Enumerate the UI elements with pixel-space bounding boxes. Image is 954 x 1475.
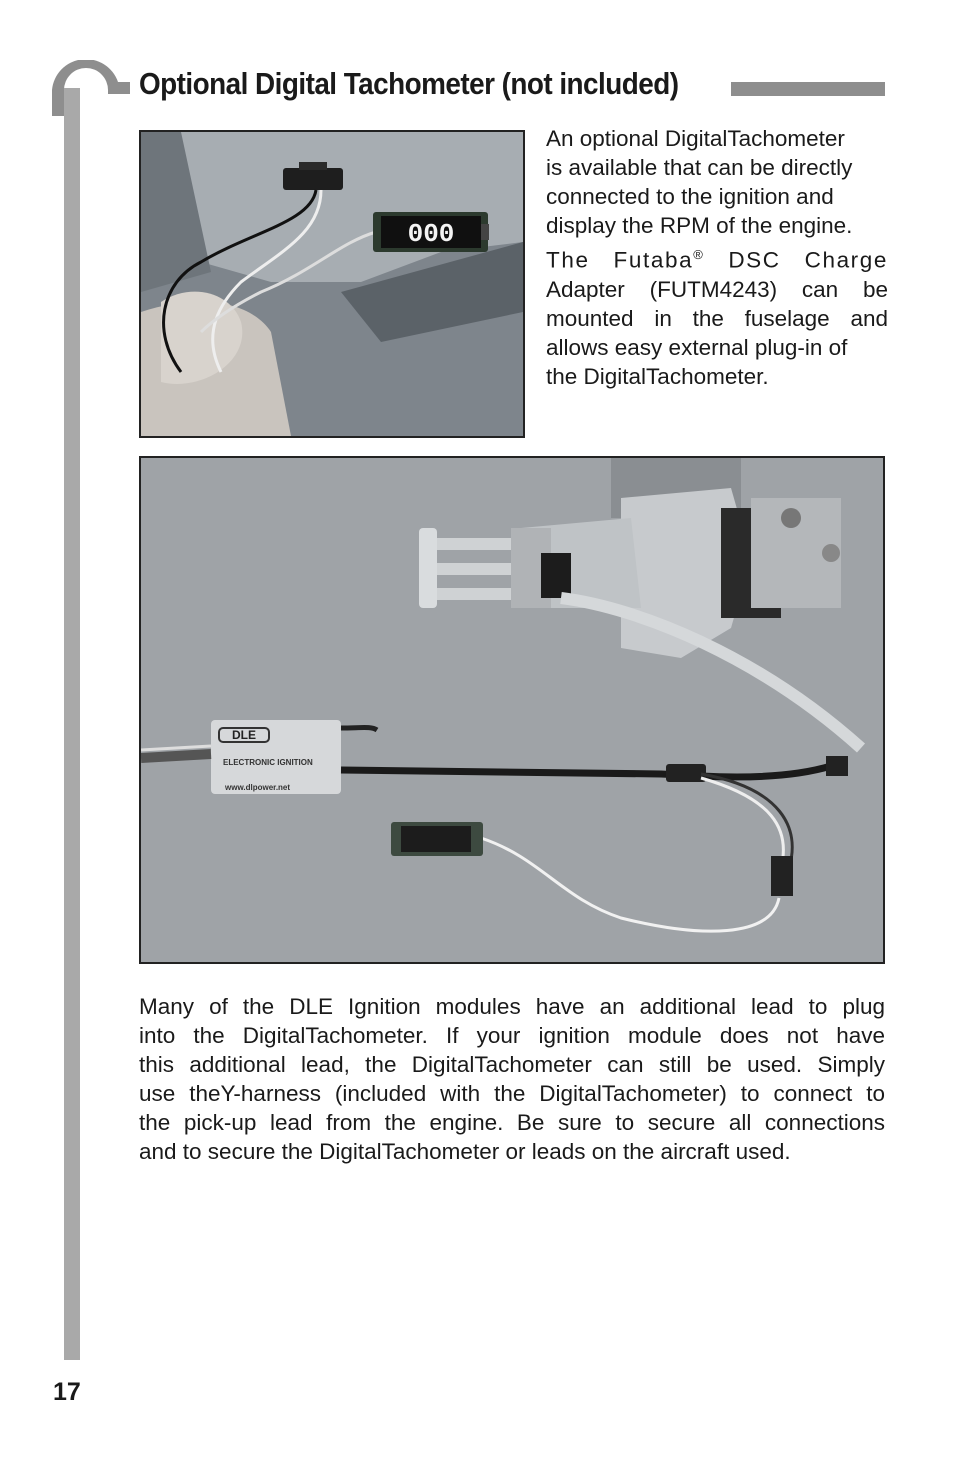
intro-line: Adapter (FUTM4243) can be [546, 276, 888, 302]
module-url-text: www.dlpower.net [225, 783, 291, 792]
body-line: the pick-up lead from the engine. Be sure to secure all connections [139, 1110, 885, 1135]
intro-line: connected to the ignition and [546, 184, 834, 209]
page-title: Optional Digital Tachometer (not included) [139, 66, 679, 101]
intro-line: The Futaba® DSC Charge [546, 247, 888, 273]
module-brand-text: DLE [232, 728, 256, 742]
module-label-text: ELECTRONIC IGNITION [223, 758, 313, 767]
intro-line: is available that can be directly [546, 155, 853, 180]
engine-ignition-photo [139, 456, 885, 964]
tach-display-reading: 000 [407, 219, 455, 249]
intro-line: display the RPM of the engine. [546, 213, 853, 238]
body-line: Many of the DLE Ignition modules have an additional lead to plug [139, 994, 885, 1019]
body-paragraph [139, 992, 885, 1166]
body-line: use theY-harness (included with the DigitalTachometer) to connect to [139, 1081, 885, 1106]
intro-line: the DigitalTachometer. [546, 363, 769, 389]
body-line: this additional lead, the DigitalTachometer can still be used. Simply [139, 1052, 885, 1077]
title-rule [731, 82, 885, 96]
intro-line: allows easy external plug-in of [546, 334, 848, 360]
body-line: into the DigitalTachometer. If your ignition module does not have [139, 1023, 885, 1048]
intro-line: mounted in the fuselage and [546, 305, 888, 331]
intro-paragraph [546, 124, 888, 391]
intro-line: An optional DigitalTachometer [546, 126, 845, 151]
section-hook-icon [42, 60, 130, 116]
body-line: and to secure the DigitalTachometer or leads on the aircraft used. [139, 1139, 791, 1164]
tachometer-mounted-photo [139, 130, 525, 438]
page-side-bar [64, 88, 80, 1360]
page-number: 17 [53, 1378, 81, 1406]
